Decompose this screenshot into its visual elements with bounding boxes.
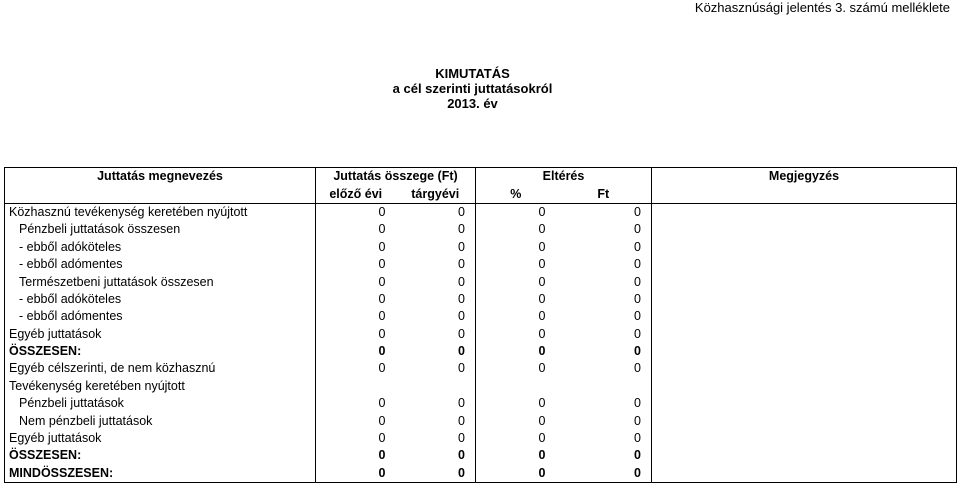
row-curr-value	[396, 378, 476, 395]
row-note	[652, 430, 957, 447]
row-ft-value: 0	[556, 273, 652, 290]
row-prev-value: 0	[378, 413, 386, 428]
table-row	[5, 430, 957, 447]
row-prev-value: 0	[378, 344, 386, 359]
table-row	[5, 239, 957, 256]
row-prev-value: 0	[378, 257, 386, 272]
row-curr-value: 0	[396, 465, 476, 483]
row-curr-value: 0	[396, 412, 476, 429]
row-ft-value: 0	[556, 430, 652, 447]
row-pct-value: 0	[538, 239, 546, 254]
row-prev-value: 0	[378, 291, 386, 306]
row-label: - ebből adómentes	[5, 256, 316, 273]
table-row	[5, 378, 957, 395]
row-label: Egyéb juttatások	[5, 326, 316, 343]
header-note: Megjegyzés	[652, 168, 957, 186]
header-curr: tárgyévi	[396, 185, 476, 203]
row-label: - ebből adóköteles	[5, 239, 316, 256]
row-prev-value: 0	[378, 396, 386, 411]
row-curr-value: 0	[396, 343, 476, 360]
row-prev-value	[316, 378, 396, 395]
row-note	[652, 239, 957, 256]
row-curr-value: 0	[396, 273, 476, 290]
row-pct-value: 0	[538, 448, 546, 463]
row-note	[652, 326, 957, 343]
header-ft: Ft	[556, 185, 652, 203]
row-prev-value: 0	[378, 326, 386, 341]
row-pct-value: 0	[476, 465, 556, 483]
row-prev-value: 0	[378, 309, 386, 324]
row-note	[652, 203, 957, 221]
row-label: - ebből adóköteles	[5, 291, 316, 308]
row-curr-value: 0	[396, 395, 476, 412]
row-label: ÖSSZESEN:	[5, 343, 316, 360]
document-title	[0, 66, 960, 111]
row-note	[652, 221, 957, 238]
row-ft-value	[556, 378, 652, 395]
row-note	[652, 256, 957, 273]
header-row-2	[5, 185, 957, 203]
row-ft-value: 0	[556, 239, 652, 256]
row-pct-value: 0	[538, 274, 546, 289]
row-prev-value: 0	[378, 222, 386, 237]
row-pct-value: 0	[538, 222, 546, 237]
table-row	[5, 256, 957, 273]
row-pct-value	[476, 378, 556, 395]
row-pct-value: 0	[538, 396, 546, 411]
row-pct-value: 0	[538, 361, 546, 376]
header-prev: előző évi	[316, 185, 396, 203]
row-ft-value: 0	[556, 343, 652, 360]
row-curr-value: 0	[396, 447, 476, 464]
table-row	[5, 360, 957, 377]
row-pct-value: 0	[538, 291, 546, 306]
row-curr-value: 0	[396, 239, 476, 256]
row-note	[652, 343, 957, 360]
row-note	[652, 378, 957, 395]
row-ft-value: 0	[556, 203, 652, 221]
row-prev-value: 0	[378, 361, 386, 376]
table-row	[5, 412, 957, 429]
title-line-3: 2013. év	[447, 96, 498, 111]
row-label: - ebből adómentes	[5, 308, 316, 325]
row-note	[652, 291, 957, 308]
table-row	[5, 465, 957, 483]
row-prev-value: 0	[378, 239, 386, 254]
row-label: Természetbeni juttatások összesen	[5, 273, 316, 290]
row-prev-value: 0	[378, 448, 386, 463]
row-ft-value: 0	[556, 256, 652, 273]
row-label: Nem pénzbeli juttatások	[5, 412, 316, 429]
table-row	[5, 326, 957, 343]
title-line-1: KIMUTATÁS	[435, 66, 510, 81]
row-curr-value: 0	[396, 291, 476, 308]
table-row	[5, 395, 957, 412]
row-pct-value: 0	[538, 344, 546, 359]
row-label: Tevékenység keretében nyújtott	[5, 378, 316, 395]
row-prev-value: 0	[316, 465, 396, 483]
row-label: Egyéb juttatások	[5, 430, 316, 447]
row-curr-value: 0	[396, 308, 476, 325]
title-line-2: a cél szerinti juttatásokról	[392, 81, 553, 96]
header-amount: Juttatás összege (Ft)	[316, 168, 476, 186]
row-note	[652, 465, 957, 483]
row-label: Pénzbeli juttatások összesen	[5, 221, 316, 238]
row-pct-value: 0	[538, 326, 546, 341]
row-note	[652, 395, 957, 412]
header-name-cont	[5, 185, 316, 203]
row-label: ÖSSZESEN:	[5, 447, 316, 464]
row-pct-value: 0	[538, 257, 546, 272]
row-note	[652, 273, 957, 290]
row-label: Közhasznú tevékenység keretében nyújtott	[5, 203, 316, 221]
row-pct-value: 0	[538, 413, 546, 428]
row-ft-value: 0	[556, 291, 652, 308]
row-curr-value: 0	[396, 256, 476, 273]
benefits-table	[4, 167, 957, 483]
row-note	[652, 412, 957, 429]
row-prev-value: 0	[378, 274, 386, 289]
row-label: Egyéb célszerinti, de nem közhasznú	[5, 360, 316, 377]
row-prev-value: 0	[378, 431, 386, 446]
header-name: Juttatás megnevezés	[5, 168, 316, 186]
row-curr-value: 0	[396, 203, 476, 221]
table-body	[5, 203, 957, 482]
row-ft-value: 0	[556, 465, 652, 483]
row-note	[652, 447, 957, 464]
row-ft-value: 0	[556, 308, 652, 325]
row-pct-value: 0	[538, 309, 546, 324]
row-curr-value: 0	[396, 430, 476, 447]
row-label: Pénzbeli juttatások	[5, 395, 316, 412]
row-ft-value: 0	[556, 412, 652, 429]
row-ft-value: 0	[556, 360, 652, 377]
header-row-1	[5, 168, 957, 186]
table-row	[5, 447, 957, 464]
table-row	[5, 291, 957, 308]
row-note	[652, 308, 957, 325]
table-row	[5, 273, 957, 290]
table-row	[5, 203, 957, 221]
table-row	[5, 343, 957, 360]
row-pct-value: 0	[538, 431, 546, 446]
row-ft-value: 0	[556, 447, 652, 464]
table-row	[5, 308, 957, 325]
row-pct-value: 0	[538, 204, 546, 219]
annex-label: Közhasznúsági jelentés 3. számú melléklete	[694, 0, 950, 15]
row-note	[652, 360, 957, 377]
row-curr-value: 0	[396, 360, 476, 377]
header-diff: Eltérés	[476, 168, 652, 186]
row-ft-value: 0	[556, 221, 652, 238]
row-ft-value: 0	[556, 395, 652, 412]
table-row	[5, 221, 957, 238]
header-note-cont	[652, 185, 957, 203]
header-pct: %	[476, 185, 556, 203]
row-prev-value: 0	[378, 204, 386, 219]
row-curr-value: 0	[396, 221, 476, 238]
row-curr-value: 0	[396, 326, 476, 343]
row-ft-value: 0	[556, 326, 652, 343]
row-label: MINDÖSSZESEN:	[5, 465, 316, 483]
